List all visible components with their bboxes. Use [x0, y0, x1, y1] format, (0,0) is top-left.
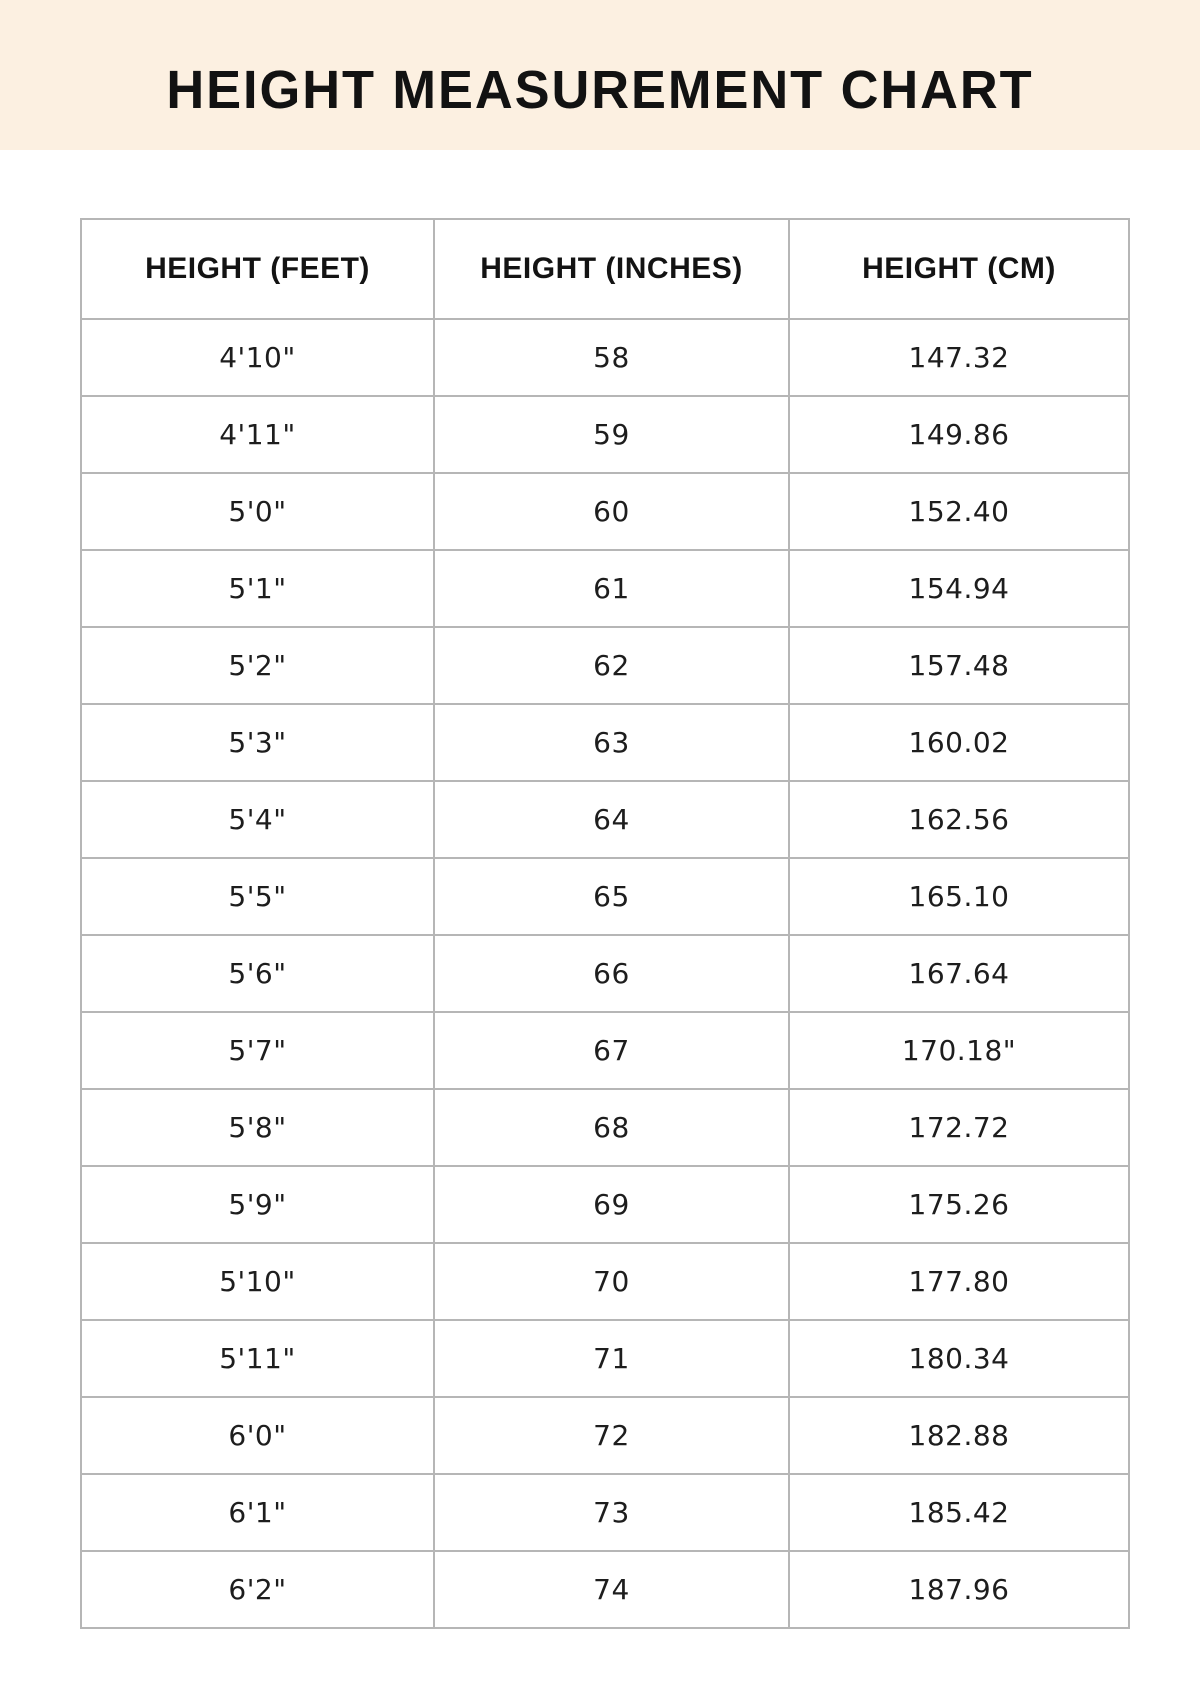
cell-feet: 5'8" — [81, 1089, 434, 1166]
table-row — [81, 1397, 1129, 1474]
table-row — [81, 1474, 1129, 1551]
cell-cm: 157.48 — [789, 627, 1129, 704]
cell-inches: 64 — [434, 781, 789, 858]
cell-cm: 152.40 — [789, 473, 1129, 550]
cell-inches: 71 — [434, 1320, 789, 1397]
cell-cm: 175.26 — [789, 1166, 1129, 1243]
cell-feet: 5'10" — [81, 1243, 434, 1320]
header-row — [81, 219, 1129, 319]
table-row — [81, 781, 1129, 858]
cell-cm: 165.10 — [789, 858, 1129, 935]
cell-cm: 147.32 — [789, 319, 1129, 396]
table-row — [81, 550, 1129, 627]
cell-inches: 73 — [434, 1474, 789, 1551]
cell-inches: 74 — [434, 1551, 789, 1628]
table-row — [81, 935, 1129, 1012]
cell-inches: 68 — [434, 1089, 789, 1166]
cell-feet: 5'0" — [81, 473, 434, 550]
cell-cm: 182.88 — [789, 1397, 1129, 1474]
cell-feet: 6'2" — [81, 1551, 434, 1628]
table-row — [81, 704, 1129, 781]
table-row — [81, 1243, 1129, 1320]
cell-inches: 66 — [434, 935, 789, 1012]
cell-inches: 65 — [434, 858, 789, 935]
column-header-feet: HEIGHT (FEET) — [81, 219, 434, 319]
cell-inches: 60 — [434, 473, 789, 550]
cell-feet: 5'9" — [81, 1166, 434, 1243]
cell-cm: 154.94 — [789, 550, 1129, 627]
cell-inches: 63 — [434, 704, 789, 781]
cell-inches: 69 — [434, 1166, 789, 1243]
cell-cm: 167.64 — [789, 935, 1129, 1012]
cell-cm: 172.72 — [789, 1089, 1129, 1166]
cell-inches: 59 — [434, 396, 789, 473]
table-header — [81, 219, 1129, 319]
page-title: HEIGHT MEASUREMENT CHART — [166, 60, 1034, 120]
table-row — [81, 1551, 1129, 1628]
table-row — [81, 473, 1129, 550]
table-row — [81, 858, 1129, 935]
cell-feet: 5'7" — [81, 1012, 434, 1089]
table-row — [81, 627, 1129, 704]
cell-feet: 5'6" — [81, 935, 434, 1012]
cell-inches: 61 — [434, 550, 789, 627]
cell-feet: 5'4" — [81, 781, 434, 858]
cell-inches: 72 — [434, 1397, 789, 1474]
cell-cm: 185.42 — [789, 1474, 1129, 1551]
cell-cm: 180.34 — [789, 1320, 1129, 1397]
table-row — [81, 1089, 1129, 1166]
cell-cm: 149.86 — [789, 396, 1129, 473]
table-row — [81, 1166, 1129, 1243]
table-body — [81, 319, 1129, 1628]
column-header-inches: HEIGHT (INCHES) — [434, 219, 789, 319]
cell-feet: 5'11" — [81, 1320, 434, 1397]
cell-feet: 5'2" — [81, 627, 434, 704]
cell-feet: 4'11" — [81, 396, 434, 473]
cell-feet: 4'10" — [81, 319, 434, 396]
header-banner — [0, 0, 1200, 150]
table-row — [81, 319, 1129, 396]
cell-feet: 5'1" — [81, 550, 434, 627]
cell-inches: 70 — [434, 1243, 789, 1320]
height-conversion-table — [80, 218, 1130, 1629]
cell-inches: 58 — [434, 319, 789, 396]
cell-cm: 170.18" — [789, 1012, 1129, 1089]
table-row — [81, 1012, 1129, 1089]
cell-inches: 67 — [434, 1012, 789, 1089]
cell-cm: 160.02 — [789, 704, 1129, 781]
table-row — [81, 1320, 1129, 1397]
cell-feet: 6'1" — [81, 1474, 434, 1551]
cell-inches: 62 — [434, 627, 789, 704]
column-header-cm: HEIGHT (CM) — [789, 219, 1129, 319]
table-row — [81, 396, 1129, 473]
cell-cm: 187.96 — [789, 1551, 1129, 1628]
cell-feet: 5'3" — [81, 704, 434, 781]
cell-feet: 5'5" — [81, 858, 434, 935]
cell-cm: 162.56 — [789, 781, 1129, 858]
cell-feet: 6'0" — [81, 1397, 434, 1474]
cell-cm: 177.80 — [789, 1243, 1129, 1320]
